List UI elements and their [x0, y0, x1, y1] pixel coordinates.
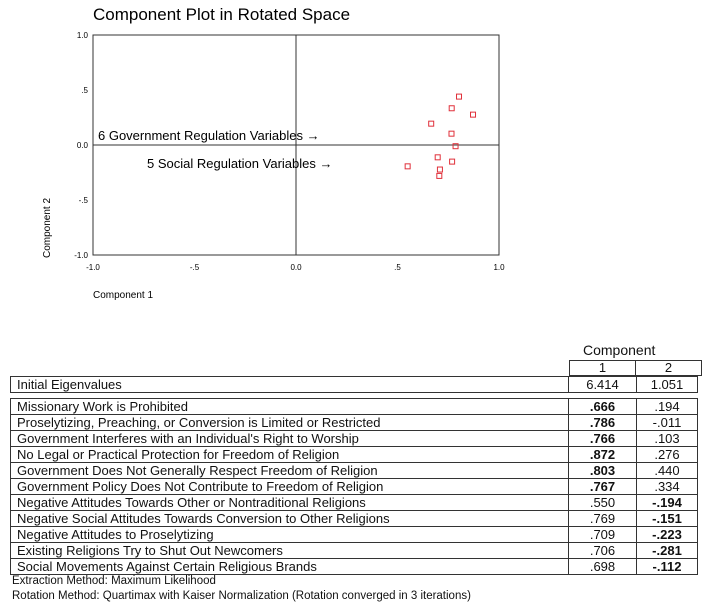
- data-point: [450, 159, 455, 164]
- data-point: [435, 155, 440, 160]
- loading-component-2: .276: [637, 447, 698, 463]
- eigenvalue-row: [11, 377, 698, 393]
- data-point: [429, 121, 434, 126]
- eigenvalue-2: 1.051: [637, 377, 698, 393]
- variable-label: Government Does Not Generally Respect Freedom of Religion: [11, 463, 569, 479]
- eigenvalue-table: [10, 376, 698, 393]
- loading-component-1: .767: [569, 479, 637, 495]
- variable-label: No Legal or Practical Protection for Freedom of Religion: [11, 447, 569, 463]
- component-columns: [569, 360, 702, 376]
- annotation-government: 6 Government Regulation Variables →: [98, 128, 320, 143]
- variable-label: Proselytizing, Preaching, or Conversion is Limited or Restricted: [11, 415, 569, 431]
- loading-component-1: .803: [569, 463, 637, 479]
- data-point: [405, 164, 410, 169]
- table-row: [11, 511, 698, 527]
- loading-component-1: .709: [569, 527, 637, 543]
- loading-component-2: -.151: [637, 511, 698, 527]
- x-tick-label: .5: [394, 263, 401, 272]
- x-tick-label: -1.0: [86, 263, 100, 272]
- variable-label: Government Interferes with an Individual's Right to Worship: [11, 431, 569, 447]
- loading-component-2: .334: [637, 479, 698, 495]
- loading-component-1: .698: [569, 559, 637, 575]
- loading-component-2: .103: [637, 431, 698, 447]
- eigenvalue-label: Initial Eigenvalues: [11, 377, 569, 393]
- x-axis-label: Component 1: [93, 290, 154, 301]
- col-header-1: 1: [570, 361, 636, 376]
- table-row: [11, 447, 698, 463]
- footnote-rotation: Rotation Method: Quartimax with Kaiser Normalization (Rotation converged in 3 iterations): [12, 590, 471, 602]
- loading-component-1: .766: [569, 431, 637, 447]
- table-row: [11, 399, 698, 415]
- variable-label: Negative Social Attitudes Towards Conversion to Other Religions: [11, 511, 569, 527]
- variable-label: Social Movements Against Certain Religious Brands: [11, 559, 569, 575]
- data-point: [437, 167, 442, 172]
- y-tick-label: -.5: [78, 196, 88, 205]
- loading-component-2: -.112: [637, 559, 698, 575]
- y-tick-label: .5: [81, 86, 88, 95]
- table-row: [11, 559, 698, 575]
- data-point: [457, 94, 462, 99]
- data-point: [449, 106, 454, 111]
- table-row: [11, 431, 698, 447]
- loading-component-2: -.194: [637, 495, 698, 511]
- col-header-2: 2: [636, 361, 702, 376]
- loading-component-2: .440: [637, 463, 698, 479]
- y-tick-label: 1.0: [76, 31, 88, 40]
- table-row: [11, 479, 698, 495]
- loading-component-1: .872: [569, 447, 637, 463]
- x-tick-label: -.5: [189, 263, 200, 272]
- loading-component-2: -.011: [637, 415, 698, 431]
- variable-label: Negative Attitudes Towards Other or Nontraditional Religions: [11, 495, 569, 511]
- annotation-social: 5 Social Regulation Variables →: [147, 156, 333, 171]
- loading-component-1: .666: [569, 399, 637, 415]
- loading-component-2: -.223: [637, 527, 698, 543]
- component-group-header: Component: [583, 342, 656, 358]
- loading-component-2: .194: [637, 399, 698, 415]
- loading-component-1: .769: [569, 511, 637, 527]
- x-tick-label: 0.0: [290, 263, 302, 272]
- x-tick-label: 1.0: [493, 263, 505, 272]
- table-row: [11, 463, 698, 479]
- variable-label: Negative Attitudes to Proselytizing: [11, 527, 569, 543]
- table-row: [11, 415, 698, 431]
- y-axis-label: Component 2: [42, 197, 53, 258]
- y-tick-label: 0.0: [76, 141, 88, 150]
- data-point: [449, 131, 454, 136]
- table-row: [11, 495, 698, 511]
- data-point: [471, 112, 476, 117]
- data-point: [453, 144, 458, 149]
- variable-label: Existing Religions Try to Shut Out Newcomers: [11, 543, 569, 559]
- data-point: [437, 173, 442, 178]
- variable-label: Government Policy Does Not Contribute to Freedom of Religion: [11, 479, 569, 495]
- loading-component-1: .706: [569, 543, 637, 559]
- loadings-table: [10, 398, 698, 575]
- eigenvalue-1: 6.414: [569, 377, 637, 393]
- table-row: [11, 527, 698, 543]
- footnote-extraction: Extraction Method: Maximum Likelihood: [12, 575, 216, 587]
- table-row: [11, 543, 698, 559]
- loading-component-1: .550: [569, 495, 637, 511]
- variable-label: Missionary Work is Prohibited: [11, 399, 569, 415]
- chart-title: Component Plot in Rotated Space: [93, 5, 351, 24]
- loading-component-2: -.281: [637, 543, 698, 559]
- loading-component-1: .786: [569, 415, 637, 431]
- y-tick-label: -1.0: [74, 251, 88, 260]
